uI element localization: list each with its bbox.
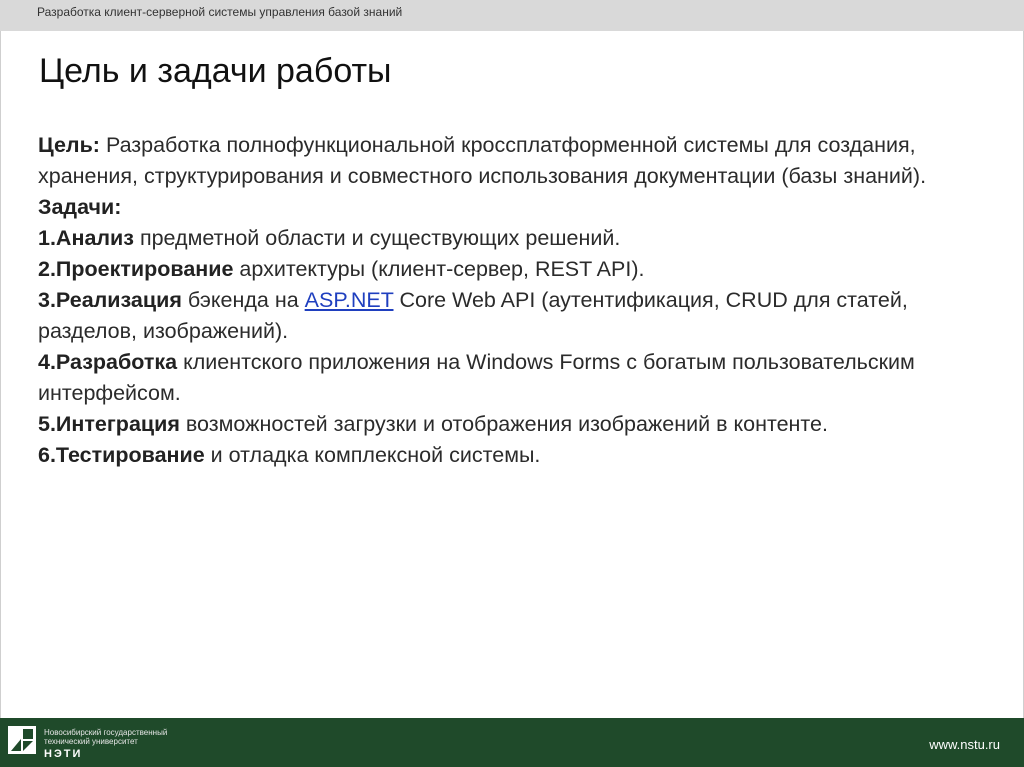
goal-text: Разработка полнофункциональной кроссплатформенной системы для создания, хранения, структурирования и совместного использования документации (базы знаний).: [38, 133, 927, 188]
task-item-4: [38, 347, 928, 409]
task-lead: 4.Разработка: [38, 350, 178, 374]
frame-left-border: [0, 31, 1, 718]
task-item-1: [38, 223, 928, 254]
website-url[interactable]: www.nstu.ru: [929, 737, 1000, 752]
university-abbreviation: НЭТИ: [44, 748, 83, 760]
university-name-line-1: Новосибирский государственный: [44, 728, 168, 737]
footer-bar: [0, 718, 1024, 767]
task-text: и отладка комплексной системы.: [204, 443, 541, 467]
slide-body: [38, 130, 928, 471]
task-lead: 3.Реализация: [38, 288, 182, 312]
task-text: архитектуры (клиент-сервер, REST API).: [233, 257, 645, 281]
page-title: Цель и задачи работы: [39, 52, 392, 90]
nstu-logo-icon: [8, 726, 36, 754]
task-lead: 2.Проектирование: [38, 257, 234, 281]
tasks-heading: [38, 192, 928, 223]
task-text-pre: бэкенда на: [181, 288, 305, 312]
goal-label: Цель:: [38, 133, 100, 157]
task-text: предметной области и существующих решений.: [133, 226, 621, 250]
task-lead: 6.Тестирование: [38, 443, 205, 467]
aspnet-link[interactable]: ASP.NET: [304, 288, 394, 312]
task-item-5: [38, 409, 928, 440]
header-caption: Разработка клиент-серверной системы управления базой знаний: [37, 5, 403, 19]
header-band: [0, 0, 1024, 31]
task-text: Core Web API (аутентификация, CRUD для статей, разделов, изображений).: [38, 288, 908, 343]
task-lead: 1.Анализ: [38, 226, 134, 250]
task-item-2: [38, 254, 928, 285]
task-item-3: [38, 285, 928, 347]
university-name-line-2: технический университет: [44, 737, 138, 746]
goal-paragraph: [38, 130, 928, 192]
task-text: возможностей загрузки и отображения изображений в контенте.: [179, 412, 828, 436]
task-text: клиентского приложения на Windows Forms с богатым пользовательским интерфейсом.: [38, 350, 915, 405]
task-item-6: [38, 440, 928, 471]
tasks-label: Задачи:: [38, 195, 122, 219]
task-lead: 5.Интеграция: [38, 412, 180, 436]
